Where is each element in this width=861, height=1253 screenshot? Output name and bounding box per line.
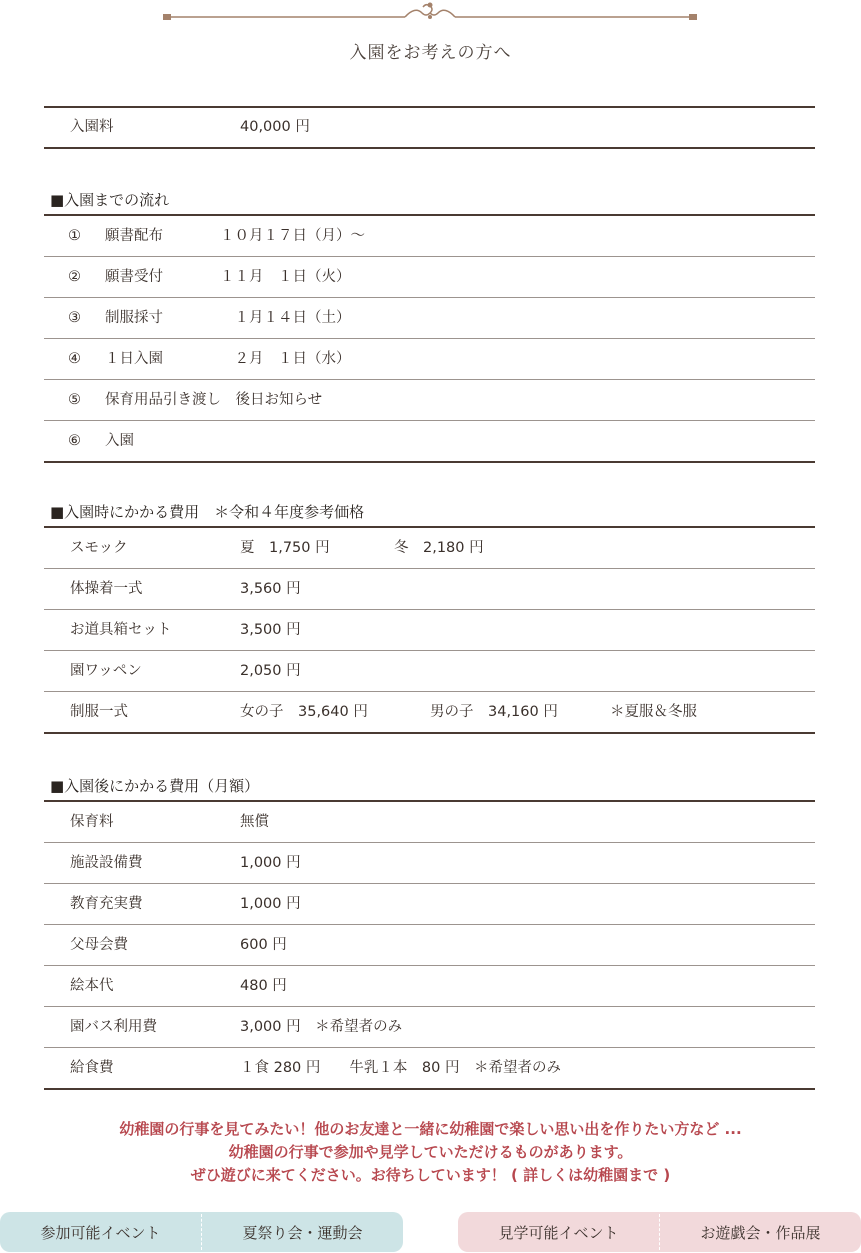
table-row (44, 842, 815, 883)
table-row (44, 528, 815, 568)
table-row (44, 691, 815, 732)
table-row (44, 420, 815, 461)
row-label: 園ワッペン (70, 663, 142, 679)
table-row (44, 650, 815, 691)
step-name: 願書受付 (105, 269, 163, 285)
step-number: ① (68, 228, 81, 244)
entry-costs-section (44, 498, 815, 734)
step-name: 願書配布 (105, 228, 163, 244)
row-value: １食 280 円 牛乳１本 80 円 ＊希望者のみ (240, 1060, 561, 1076)
row-note: ＊夏服＆冬服 (610, 704, 697, 720)
step-number: ③ (68, 310, 81, 326)
table-row (44, 379, 815, 420)
table-row (44, 924, 815, 965)
row-label: 保育料 (70, 814, 114, 830)
row-value: 3,000 円 ＊希望者のみ (240, 1019, 403, 1035)
row-value: 1,000 円 (240, 855, 301, 871)
entry-costs-table (44, 526, 815, 734)
row-label: 施設設備費 (70, 855, 143, 871)
table-row (44, 338, 815, 379)
row-value-3: 男の子 34,160 円 (430, 704, 558, 720)
table-row (44, 568, 815, 609)
row-value: 無償 (240, 814, 269, 830)
table-row (44, 802, 815, 842)
step-name: 保育用品引き渡し 後日お知らせ (105, 392, 323, 408)
row-label: 入園料 (70, 119, 114, 135)
step-date: １月１４日（土） (220, 310, 351, 326)
row-value: 600 円 (240, 937, 287, 953)
step-date: １０月１７日（月）〜 (220, 228, 365, 244)
row-value: 2,050 円 (240, 663, 301, 679)
table-row (44, 216, 815, 256)
row-label: お道具箱セット (70, 622, 172, 638)
section-heading: ■入園までの流れ (50, 191, 170, 209)
section-heading: ■入園後にかかる費用（月額） (50, 777, 260, 795)
observation-events-box (458, 1212, 861, 1252)
table-row (44, 1006, 815, 1047)
flow-table (44, 214, 815, 463)
row-value: 女の子 35,640 円 (240, 704, 368, 720)
monthly-costs-table (44, 800, 815, 1090)
row-label: 絵本代 (70, 978, 114, 994)
row-value: 40,000 円 (240, 119, 310, 135)
step-date: ２月 １日（水） (220, 351, 351, 367)
participation-events-items: 夏祭り会・運動会 (242, 1223, 363, 1242)
notice-line: 幼稚園の行事で参加や見学していただけるものがあります。 (228, 1143, 633, 1161)
participation-events-box (0, 1212, 403, 1252)
row-value: 3,500 円 (240, 622, 301, 638)
table-row (44, 256, 815, 297)
title-ornament (160, 0, 700, 30)
section-heading: ■入園時にかかる費用 ＊令和４年度参考価格 (50, 503, 365, 521)
flow-section (44, 186, 815, 463)
row-label: スモック (70, 540, 128, 556)
monthly-costs-section (44, 772, 815, 1090)
step-date: １１月 １日（火） (220, 269, 351, 285)
entrance-fee-table (44, 106, 815, 149)
row-value: 480 円 (240, 978, 287, 994)
row-value-2: 冬 2,180 円 (394, 540, 484, 556)
row-label: 体操着一式 (70, 581, 143, 597)
page-title: 入園をお考えの方へ (349, 43, 512, 63)
table-row (44, 883, 815, 924)
row-value: 3,560 円 (240, 581, 301, 597)
step-name: 入園 (105, 433, 134, 449)
step-number: ④ (68, 351, 81, 367)
step-name: １日入園 (105, 351, 163, 367)
step-number: ② (68, 269, 81, 285)
table-row (44, 609, 815, 650)
entrance-fee-section (44, 106, 815, 149)
table-row (44, 297, 815, 338)
row-value: 夏 1,750 円 (240, 540, 330, 556)
row-label: 教育充実費 (70, 896, 143, 912)
row-label: 制服一式 (70, 704, 128, 720)
row-label: 父母会費 (70, 937, 128, 953)
row-value: 1,000 円 (240, 896, 301, 912)
row-label: 園バス利用費 (70, 1019, 157, 1035)
observation-events-label: 見学可能イベント (498, 1223, 619, 1242)
step-number: ⑤ (68, 392, 81, 408)
table-row (44, 965, 815, 1006)
step-number: ⑥ (68, 433, 81, 449)
notice-line: 幼稚園の行事を見てみたい！他のお友達と一緒に幼稚園で楽しい思い出を作りたい方など ... (119, 1120, 742, 1138)
event-notice (0, 1118, 861, 1187)
participation-events-label: 参加可能イベント (40, 1223, 161, 1242)
table-row (44, 1047, 815, 1088)
observation-events-items: お遊戯会・作品展 (700, 1223, 821, 1242)
table-row (44, 108, 815, 147)
row-label: 給食費 (70, 1060, 114, 1076)
step-name: 制服採寸 (105, 310, 163, 326)
notice-line: ぜひ遊びに来てください。お待ちしています！ ( 詳しくは幼稚園まで ) (190, 1166, 671, 1184)
